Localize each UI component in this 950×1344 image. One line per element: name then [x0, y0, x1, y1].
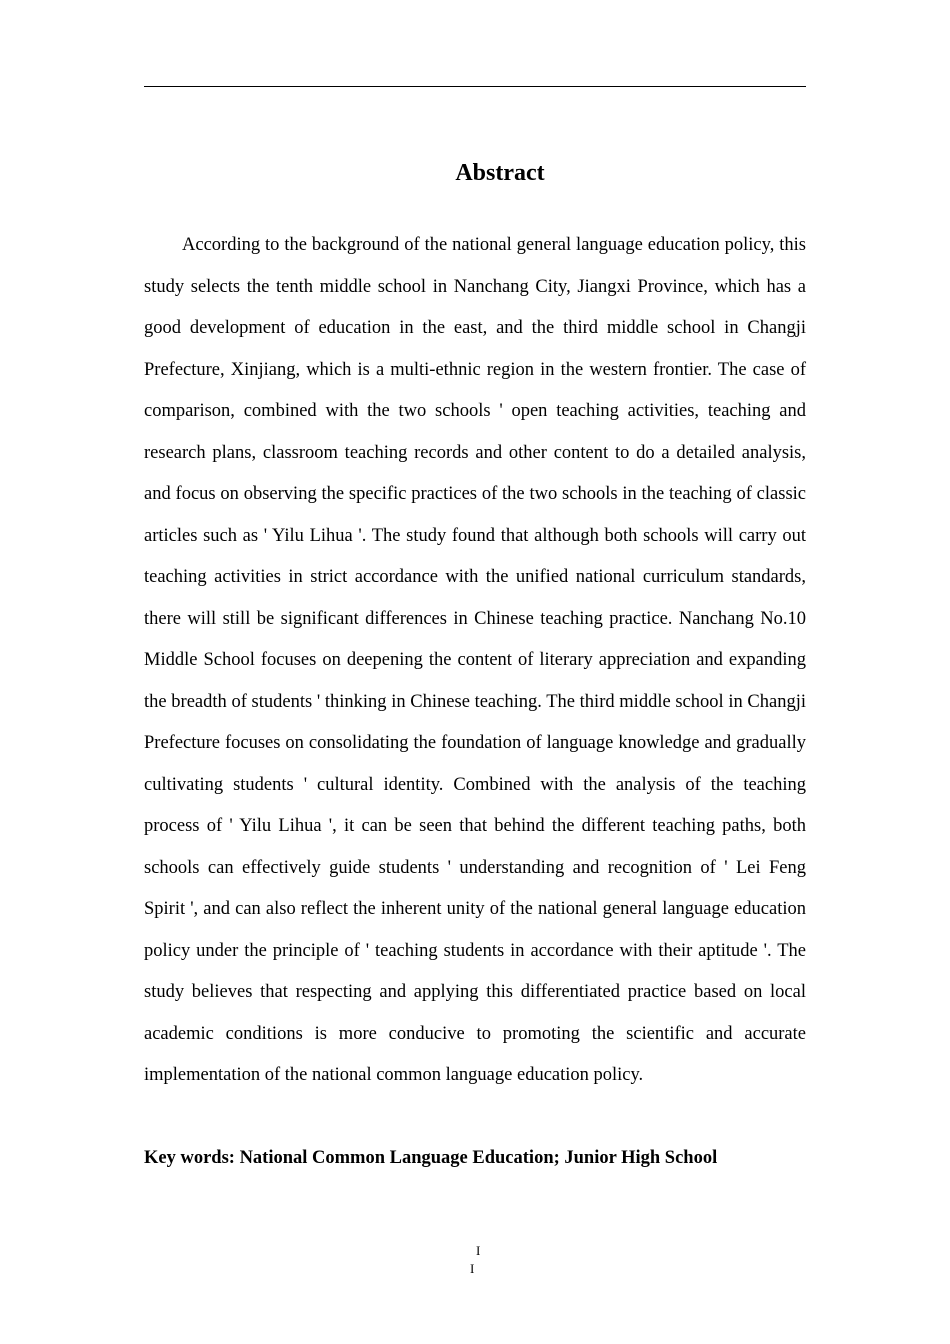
keywords: Key words: National Common Language Education; Junior High School: [144, 1148, 718, 1168]
page-number: I: [476, 1243, 481, 1258]
page-number-duplicate: I: [470, 1261, 475, 1276]
header-rule: [144, 86, 806, 87]
abstract-body: According to the background of the national general language education policy, this study selects the tenth middle school in Nanchang City, Jiangxi Province, which has a good development of education in the east, and the third middle school in Changji Prefecture, Xinjiang, which is a multi-ethnic region in the western frontier. The case of comparison, combined with the two schools ' open teaching activities, teaching and research plans, classroom teaching records and other content to do a detailed analysis, and focus on observing the specific practices of the two schools in the teaching of classic articles such as ' Yilu Lihua '. The study found that although both schools will carry out teaching activities in strict accordance with the unified national curriculum standards, there will still be significant differences in Chinese teaching practice. Nanchang No.10 Middle School focuses on deepening the content of literary appreciation and expanding the breadth of students ' thinking in Chinese teaching. The third middle school in Changji Prefecture focuses on consolidating the foundation of language knowledge and gradually cultivating students ' cultural identity. Combined with the analysis of the teaching process of ' Yilu Lihua ', it can be seen that behind the different teaching paths, both schools can effectively guide students ' understanding and recognition of ' Lei Feng Spirit ', and can also reflect the inherent unity of the national general language education policy under the principle of ' teaching students in accordance with their aptitude '. The study believes that respecting and applying this differentiated practice based on local academic conditions is more conducive to promoting the scientific and accurate implementation of the national common language education policy.: [144, 235, 806, 1085]
page-title: Abstract: [455, 160, 545, 186]
